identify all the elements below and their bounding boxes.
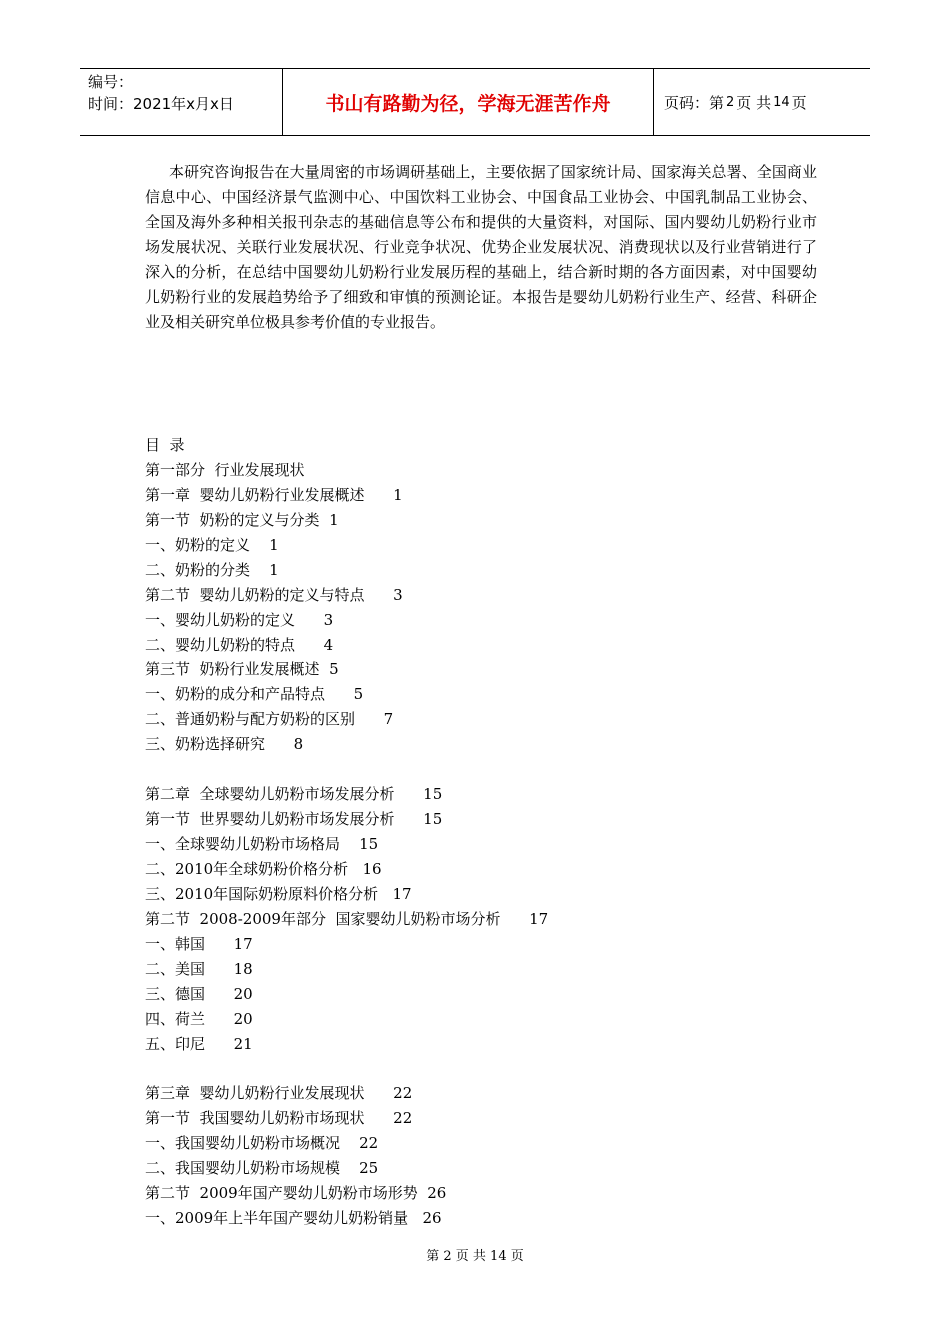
page-mid: 页 共 [736,93,772,112]
toc-spacer [145,757,765,782]
toc-entry: 第一章 婴幼儿奶粉行业发展概述 1 [145,485,403,504]
toc-entry: 第二节 2008-2009年部分 国家婴幼儿奶粉市场分析 17 [145,909,549,928]
page-suffix: 页 [791,93,807,112]
time-label: 时间：2021年x月x日 [88,95,234,113]
toc-entry: 第一节 世界婴幼儿奶粉市场发展分析 15 [145,810,443,829]
toc-entry: 一、全球婴幼儿奶粉市场格局 15 [145,835,379,853]
toc-title: 目 录 [145,436,185,454]
toc-entry: 第一节 我国婴幼儿奶粉市场现状 22 [145,1109,413,1128]
toc-spacer [145,1056,765,1081]
toc-entry: 三、2010年国际奶粉原料价格分析 17 [145,884,412,903]
page-prefix: 页码：第 [664,93,725,112]
page-footer: 第 2 页 共 14 页 [426,1249,524,1264]
toc-entry: 一、奶粉的成分和产品特点 5 [145,685,364,704]
toc-entry: 三、奶粉选择研究 8 [145,735,304,754]
toc-entry: 第二节 2009年国产婴幼儿奶粉市场形势 26 [145,1184,447,1203]
toc-entry: 二、2010年全球奶粉价格分析 16 [145,859,382,878]
toc-entry: 一、2009年上半年国产婴幼儿奶粉销量 26 [145,1209,442,1228]
toc-entry: 第一节 奶粉的定义与分类 1 [145,510,339,529]
toc-entry: 二、奶粉的分类 1 [145,560,279,579]
page-header [80,68,870,136]
header-meta [80,69,282,135]
toc-entry: 五、印尼 21 [145,1034,253,1053]
header-page-number [654,69,870,135]
toc-entry: 第二章 全球婴幼儿奶粉市场发展分析 15 [145,785,443,804]
page-total: 14 [773,94,790,110]
toc-entry: 第二节 婴幼儿奶粉的定义与特点 3 [145,585,403,604]
table-of-contents [145,433,765,1231]
toc-entry: 第一部分 行业发展现状 [145,460,305,479]
toc-entry: 三、德国 20 [145,984,253,1003]
toc-entry: 第三节 奶粉行业发展概述 5 [145,660,339,679]
toc-entry: 第三章 婴幼儿奶粉行业发展现状 22 [145,1084,413,1103]
serial-label: 编号： [88,73,134,91]
toc-entry: 四、荷兰 20 [145,1009,253,1028]
intro-paragraph: 本研究咨询报告在大量周密的市场调研基础上，主要依据了国家统计局、国家海关总署、全国商业信息中心、中国经济景气监测中心、中国饮料工业协会、中国食品工业协会、中国乳制品工业协会、全国及海外多种相关报刊杂志的基础信息等公布和提供的大量资料，对国际、国内婴幼儿奶粉行业市场发展状况、关联行业发展状况、行业竞争状况、优势企业发展状况、消费现状以及行业营销进行了深入的分析，在总结中国婴幼儿奶粉行业发展历程的基础上，结合新时期的各方面因素，对中国婴幼儿奶粉行业的发展趋势给予了细致和审慎的预测论证。本报告是婴幼儿奶粉行业生产、经营、科研企业及相关研究单位极具参考价值的专业报告。 [145,163,817,331]
toc-entry: 二、我国婴幼儿奶粉市场规模 25 [145,1159,379,1178]
toc-entry: 二、婴幼儿奶粉的特点 4 [145,635,334,654]
toc-entry: 二、美国 18 [145,959,253,978]
toc-entry: 一、婴幼儿奶粉的定义 3 [145,610,334,629]
toc-entry: 二、普通奶粉与配方奶粉的区别 7 [145,710,394,729]
toc-entry: 一、我国婴幼儿奶粉市场概况 22 [145,1134,379,1153]
toc-entry: 一、奶粉的定义 1 [145,535,279,554]
page-current: 2 [726,94,735,110]
header-motto: 书山有路勤为径，学海无涯苦作舟 [282,69,654,135]
toc-entry: 一、韩国 17 [145,934,253,953]
